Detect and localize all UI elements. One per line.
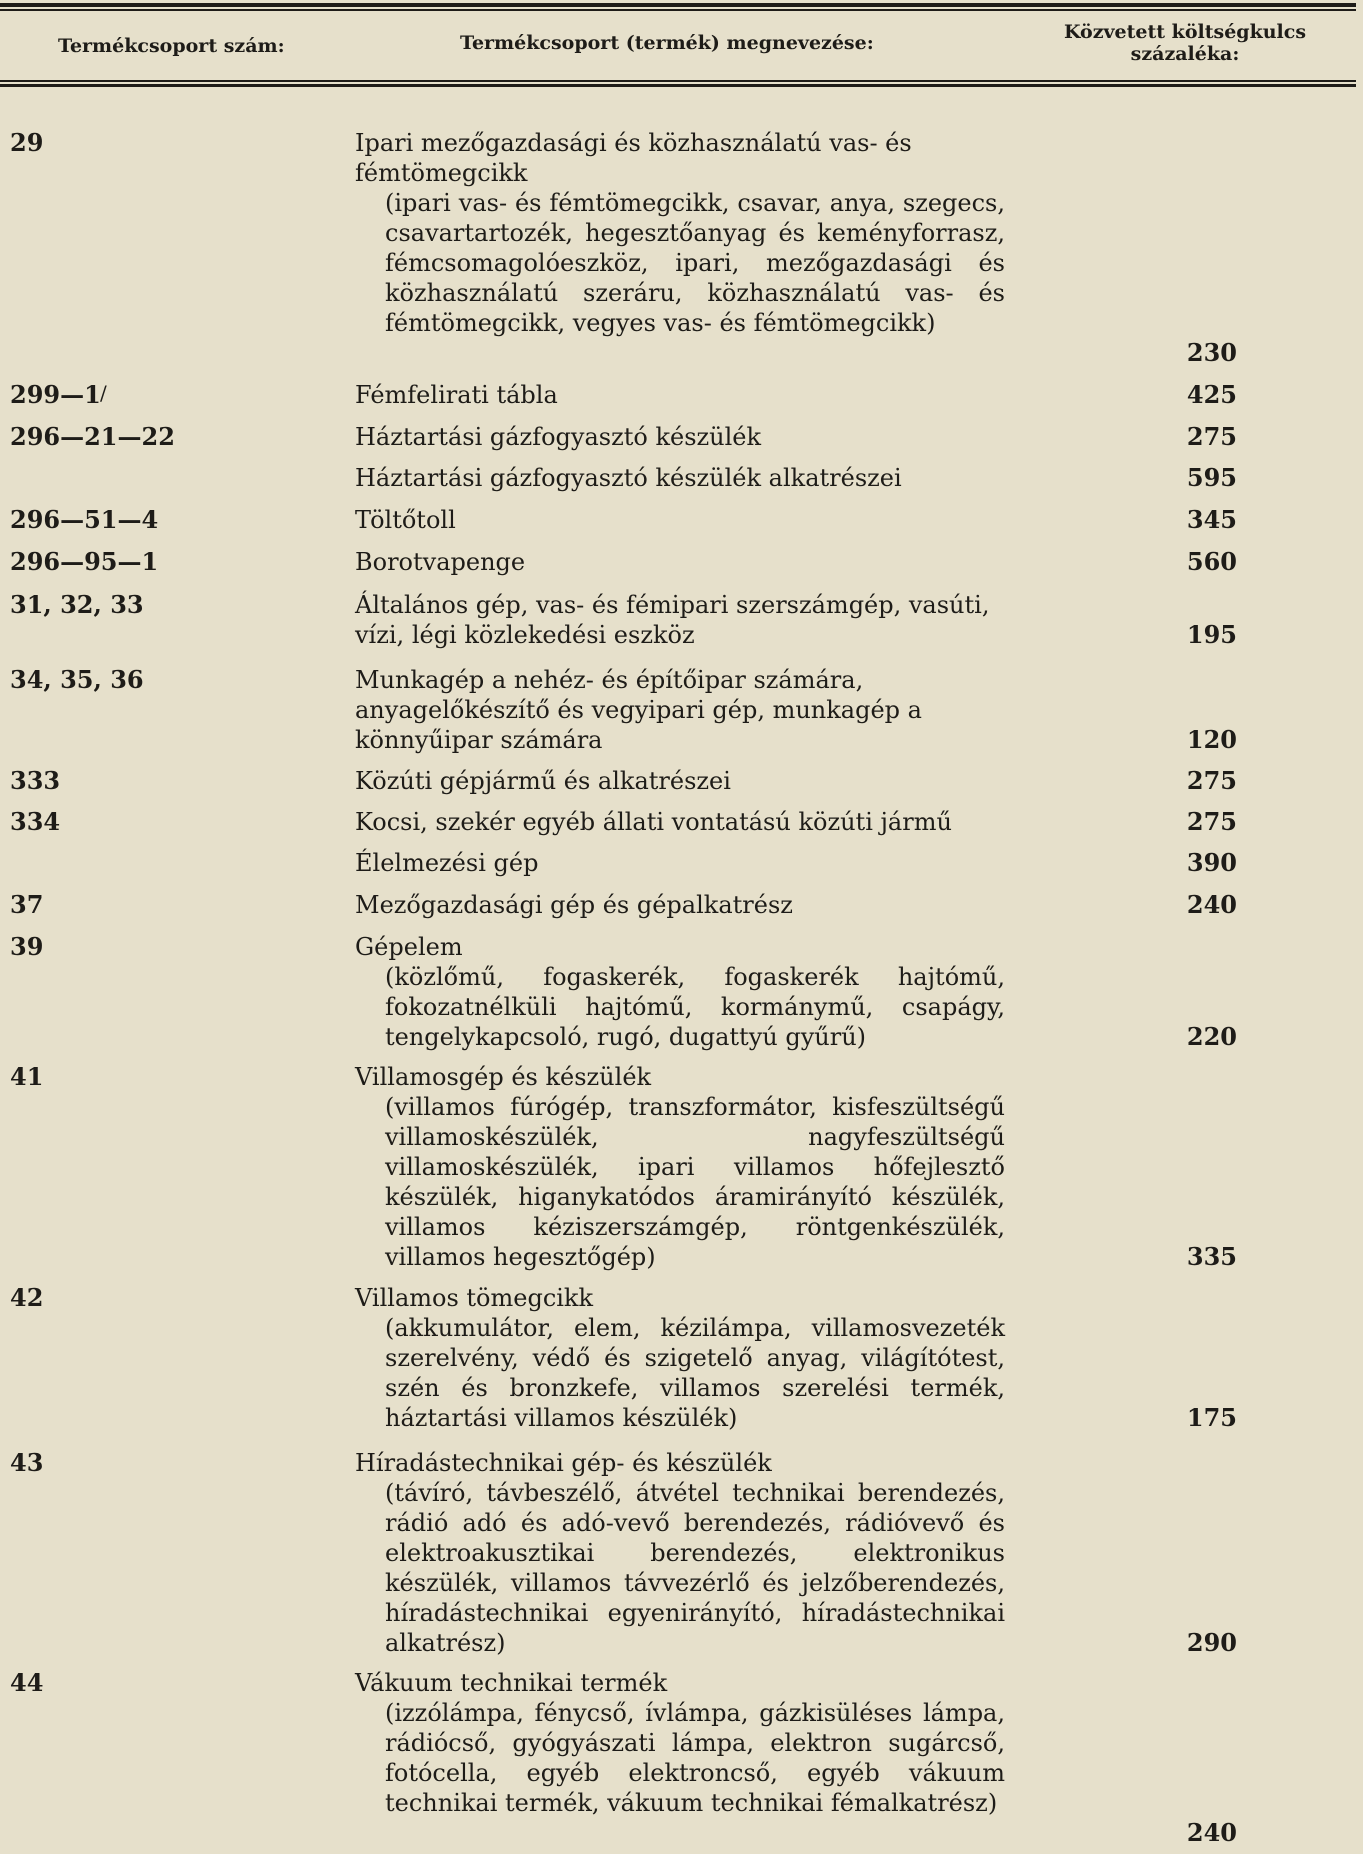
product-group-title: Fémfelirati tábla [355,381,558,409]
product-group-title: Háztartási gázfogyasztó készülék [355,423,762,451]
cost-rate-value: 275 [1186,766,1237,795]
product-group-title: Mezőgazdasági gép és gépalkatrész [355,891,793,919]
product-group-description [355,380,1005,410]
product-group-description [355,1283,1005,1433]
product-group-title: Gépelem [355,933,463,961]
product-group-code: 43 [10,1448,44,1477]
product-group-code: 334 [10,807,61,836]
product-group-description [355,890,1005,920]
column-header-rate-line2: százaléka: [1130,43,1240,65]
product-group-code: 296—51—4 [10,505,159,534]
product-group-detail: (akkumulátor, elem, kézilámpa, villamosvezeték szerelvény, védő és szigetelő anyag, világítótest, szén és bronzkefe, villamos szerelési termék, háztartási villamos készülék) [385,1314,1005,1432]
product-group-code: 42 [10,1283,44,1312]
product-group-title: Híradástechnikai gép- és készülék [355,1449,772,1477]
product-group-title: Általános gép, vas- és fémipari szerszámgép, vasúti, vízi, légi közlekedési eszköz [355,591,990,649]
product-group-title: Élelmezési gép [355,849,539,877]
column-header-rate [1035,21,1335,65]
product-group-title: Közúti gépjármű és alkatrészei [355,767,731,795]
product-group-code: 44 [10,1668,44,1697]
product-group-title: Munkagép a nehéz- és építőipar számára, anyagelőkészítő és vegyipari gép, munkagép a könnyűipar számára [355,666,922,754]
product-group-code: 34, 35, 36 [10,665,144,694]
product-group-code: 299—1 [10,380,101,409]
header-rule-thick [0,84,1356,87]
product-group-description [355,932,1005,1052]
column-header-rate-line1: Közvetett költségkulcs [1063,21,1307,43]
product-group-detail: (közlőmű, fogaskerék, fogaskerék hajtómű, fokozatnélküli hajtómű, kormánymű, csapágy, tengelykapcsoló, rugó, dugattyú gyűrű) [385,963,1005,1051]
product-group-description [355,848,1005,878]
product-group-title: Ipari mezőgazdasági és közhasználatú vas- és fémtömegcikk [355,129,912,187]
cost-rate-value: 240 [1186,890,1237,919]
product-group-detail: (izzólámpa, fénycső, ívlámpa, gázkisüléses lámpa, rádiócső, gyógyászati lámpa, elektron sugárcső, fotócella, egyéb elektroncső, egyéb vákuum technikai termék, vákuum technikai fémalkatrész) [385,1699,1005,1817]
cost-rate-value: 595 [1186,463,1237,492]
cost-rate-value: 120 [1186,725,1237,754]
product-group-description [355,1668,1005,1818]
cost-rate-value: 560 [1186,547,1237,576]
cost-rate-value: 220 [1186,1022,1237,1051]
product-group-description [355,665,1005,755]
product-group-description [355,590,1005,650]
cost-rate-value: 335 [1186,1242,1237,1271]
cost-rate-value: 240 [1186,1818,1237,1847]
product-group-description [355,505,1005,535]
stray-mark: / [100,381,107,405]
cost-rate-value: 390 [1186,848,1237,877]
cost-rate-value: 345 [1186,505,1237,534]
top-rule-thick [0,3,1356,7]
product-group-description [355,807,1005,837]
product-group-description [355,547,1005,577]
product-group-detail: (távíró, távbeszélő, átvétel technikai berendezés, rádió adó és adó-vevő berendezés, rádióvevő és elektroakusztikai berendezés, elektronikus készülék, villamos távvezérlő és jelzőberendezés, híradástechnikai egyenirányító, híradástechnikai alkatrész) [385,1479,1005,1657]
product-group-title: Háztartási gázfogyasztó készülék alkatrészei [355,464,902,492]
product-group-description [355,1448,1005,1658]
product-group-description [355,128,1005,338]
product-group-code: 39 [10,932,44,961]
product-group-title: Villamos tömegcikk [355,1284,594,1312]
product-group-title: Kocsi, szekér egyéb állati vontatású közúti jármű [355,808,952,836]
product-group-title: Vákuum technikai termék [355,1669,668,1697]
product-group-code: 29 [10,128,44,157]
product-group-code: 296—21—22 [10,422,175,451]
header-rule-thin [0,80,1356,82]
cost-rate-value: 290 [1186,1628,1237,1657]
cost-rate-value: 275 [1186,422,1237,451]
cost-rate-value: 175 [1186,1403,1237,1432]
product-group-code: 37 [10,890,44,919]
product-group-detail: (villamos fúrógép, transzformátor, kisfeszültségű villamoskészülék, nagyfeszültségű villamoskészülék, ipari villamos hőfejlesztő készülék, higanykatódos áramirányító készülék, villamos kéziszerszámgép, röntgenkészülék, villamos hegesztőgép) [385,1093,1005,1271]
cost-rate-value: 425 [1186,380,1237,409]
column-header-code: Termékcsoport szám: [58,35,285,57]
product-group-description [355,463,1005,493]
product-group-description [355,422,1005,452]
product-group-code: 31, 32, 33 [10,590,144,619]
cost-rate-value: 275 [1186,807,1237,836]
cost-rate-value: 195 [1186,620,1237,649]
product-group-code: 296—95—1 [10,547,159,576]
product-group-title: Villamosgép és készülék [355,1063,652,1091]
product-group-title: Töltőtoll [355,506,456,534]
top-rule-thin [0,9,1356,11]
product-group-code: 333 [10,766,61,795]
product-group-description [355,1062,1005,1272]
product-group-code: 41 [10,1062,44,1091]
column-header-name: Termékcsoport (termék) megnevezése: [460,32,874,54]
product-group-detail: (ipari vas- és fémtömegcikk, csavar, anya, szegecs, csavartartozék, hegesztőanyag és keményforrasz, fémcsomagolóeszköz, ipari, mezőgazdasági és közhasználatú szeráru, közhasználatú vas- és fémtömegcikk, vegyes vas- és fémtömegcikk) [385,189,1005,337]
product-group-title: Borotvapenge [355,548,526,576]
product-group-description [355,766,1005,796]
cost-rate-value: 230 [1186,338,1237,367]
